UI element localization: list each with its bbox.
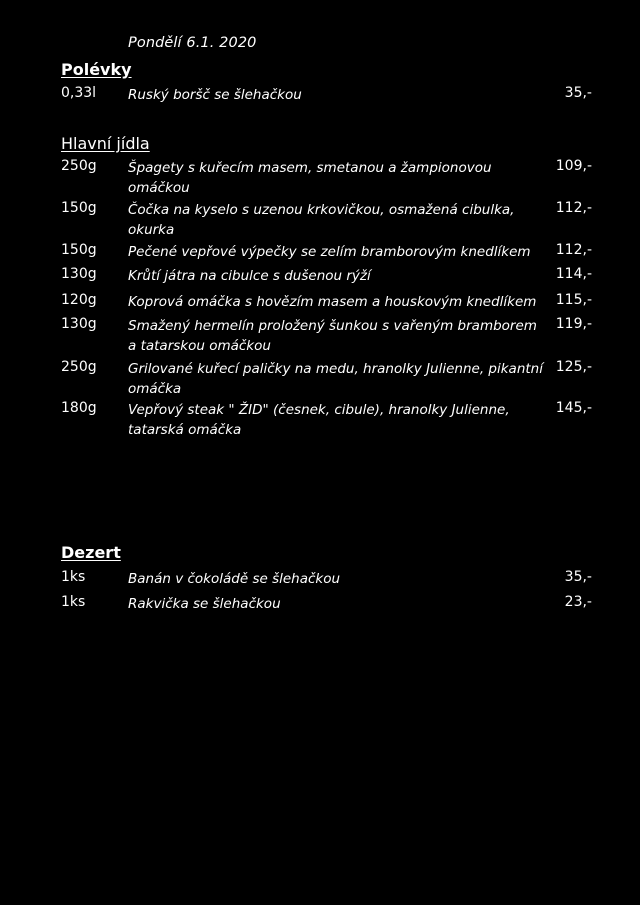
item-name: Špagety s kuřecím masem, smetanou a žampionovou omáčkou	[128, 160, 492, 196]
item-name: Rakvička se šlehačkou	[128, 596, 281, 612]
item-name: Banán v čokoládě se šlehačkou	[128, 571, 341, 587]
item-quantity: 0,33l	[61, 85, 97, 101]
item-name: Ruský boršč se šlehačkou	[128, 87, 302, 103]
item-price: 145,-	[555, 400, 592, 416]
menu-date: Pondělí 6.1. 2020	[128, 35, 257, 51]
item-quantity: 130g	[61, 266, 97, 282]
item-name: Smažený hermelín proložený šunkou s vařeným bramborem a tatarskou omáčkou	[128, 318, 537, 354]
item-quantity: 250g	[61, 359, 97, 375]
item-price: 23,-	[564, 594, 592, 610]
item-quantity: 120g	[61, 292, 97, 308]
item-quantity: 130g	[61, 316, 97, 332]
item-quantity: 180g	[61, 400, 97, 416]
item-quantity: 150g	[61, 242, 97, 258]
item-name: Krůtí játra na cibulce s dušenou rýží	[128, 268, 371, 284]
item-name: Vepřový steak " ŽID" (česnek, cibule), hranolky Julienne, tatarská omáčka	[128, 402, 510, 438]
item-price: 115,-	[555, 292, 592, 308]
item-name: Pečené vepřové výpečky se zelím bramborovým knedlíkem	[128, 244, 531, 260]
item-name: Čočka na kyselo s uzenou krkovičkou, osmažená cibulka, okurka	[128, 202, 515, 238]
item-price: 119,-	[555, 316, 592, 332]
item-price: 35,-	[564, 85, 592, 101]
item-quantity: 250g	[61, 158, 97, 174]
item-quantity: 1ks	[61, 594, 86, 610]
item-price: 114,-	[555, 266, 592, 282]
item-quantity: 1ks	[61, 569, 86, 585]
item-price: 125,-	[555, 359, 592, 375]
section-title-main-dishes: Hlavní jídla	[61, 134, 150, 153]
section-title-desserts: Dezert	[61, 543, 121, 562]
item-price: 35,-	[564, 569, 592, 585]
item-price: 112,-	[555, 242, 592, 258]
item-name: Grilované kuřecí paličky na medu, hranolky Julienne, pikantní omáčka	[128, 361, 543, 397]
item-price: 109,-	[555, 158, 592, 174]
item-quantity: 150g	[61, 200, 97, 216]
item-price: 112,-	[555, 200, 592, 216]
section-title-soups: Polévky	[61, 60, 132, 79]
item-name: Koprová omáčka s hovězím masem a houskovým knedlíkem	[128, 294, 537, 310]
